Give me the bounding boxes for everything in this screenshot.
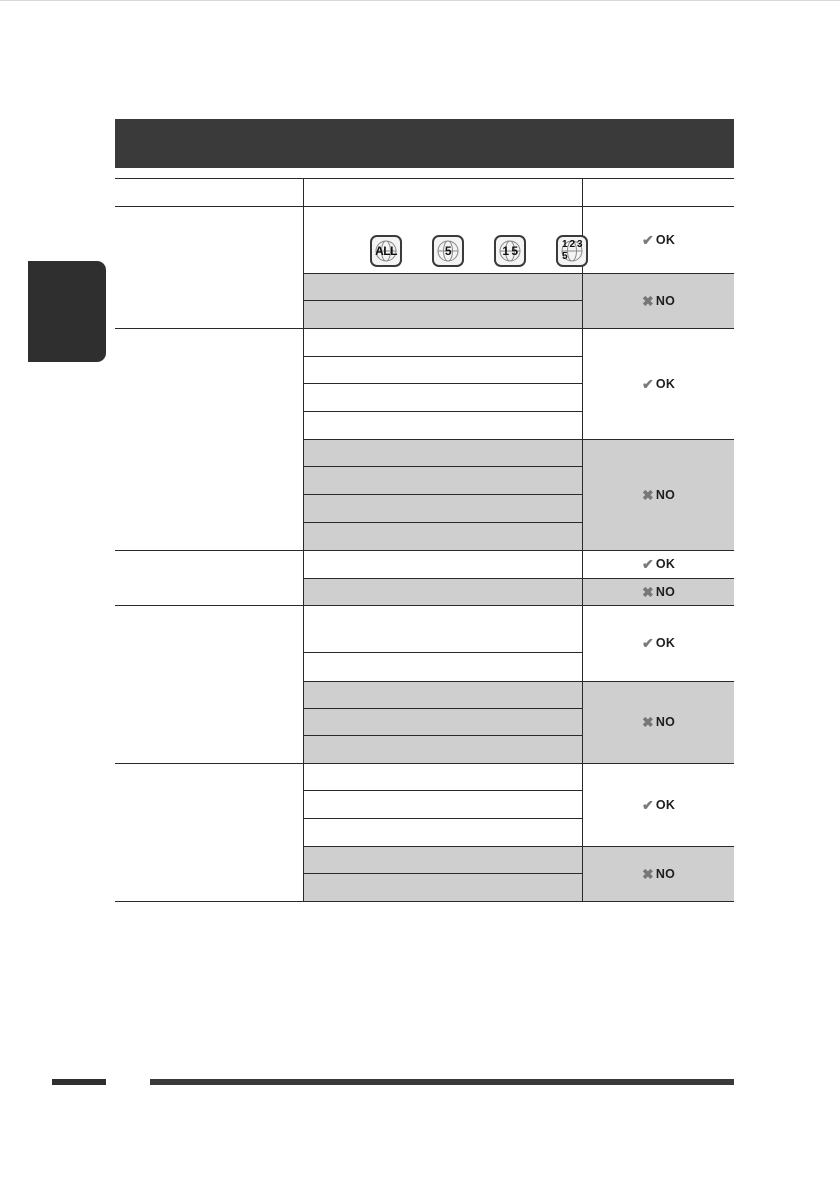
no-label: NO <box>655 584 676 599</box>
table-rule <box>304 494 583 495</box>
region-multi-label <box>558 237 586 265</box>
ok-label: OK <box>655 797 676 812</box>
table-rule <box>304 708 583 709</box>
cross-icon: ✖ <box>641 486 654 503</box>
cross-icon: ✖ <box>641 865 654 882</box>
ok-label: OK <box>655 376 676 391</box>
ok-mark <box>583 550 734 578</box>
ok-mark <box>583 605 734 681</box>
cross-icon: ✖ <box>641 583 654 600</box>
table-rule <box>115 901 734 902</box>
column-divider <box>303 178 304 902</box>
table-rule <box>115 178 734 179</box>
region-multi-digit: 5 <box>562 251 568 262</box>
no-label: NO <box>655 487 676 502</box>
ok-mark <box>583 328 734 439</box>
check-icon: ✔ <box>641 796 654 813</box>
check-icon: ✔ <box>641 556 654 572</box>
ok-mark <box>583 763 734 846</box>
ok-label: OK <box>655 636 676 650</box>
no-mark <box>583 273 734 328</box>
no-label: NO <box>655 715 676 729</box>
table-rule <box>304 873 583 874</box>
no-label: NO <box>655 866 676 881</box>
check-icon: ✔ <box>641 231 654 248</box>
region-5-label: 5 <box>444 244 452 258</box>
top-rule <box>0 0 840 1</box>
table-rule <box>304 735 583 736</box>
ok-label: OK <box>655 557 676 571</box>
table-rule <box>304 522 583 523</box>
no-label: NO <box>655 293 676 308</box>
no-mark <box>583 578 734 605</box>
table-rule <box>304 356 583 357</box>
check-icon: ✔ <box>641 375 654 392</box>
region-1-5-icon <box>494 235 526 267</box>
no-mark <box>583 439 734 550</box>
region-multi-digit: 3 <box>576 239 582 250</box>
table-rule <box>304 790 583 791</box>
region-multi-digit: 2 <box>569 239 575 250</box>
region-all-icon <box>370 235 402 267</box>
table-rule <box>304 411 583 412</box>
region-1-5-label: 1 5 <box>502 244 518 258</box>
footer-rule-bar <box>150 1079 734 1085</box>
no-mark <box>583 681 734 763</box>
table-rule <box>304 466 583 467</box>
ok-label: OK <box>655 232 676 247</box>
table-rule <box>304 652 583 653</box>
region-all-label: ALL <box>375 244 397 258</box>
region-5-icon <box>432 235 464 267</box>
footer-page-bar <box>52 1079 106 1085</box>
region-code-icons <box>370 235 588 269</box>
no-mark <box>583 846 734 901</box>
region-multi-digit: 1 <box>562 239 568 250</box>
table-rule <box>304 818 583 819</box>
check-icon: ✔ <box>641 635 654 651</box>
language-side-tab <box>28 261 106 362</box>
ok-mark <box>583 206 734 273</box>
table-rule <box>304 383 583 384</box>
table-rule <box>304 300 583 301</box>
table-header-bar <box>115 119 734 168</box>
cross-icon: ✖ <box>641 292 654 309</box>
cross-icon: ✖ <box>641 714 654 730</box>
